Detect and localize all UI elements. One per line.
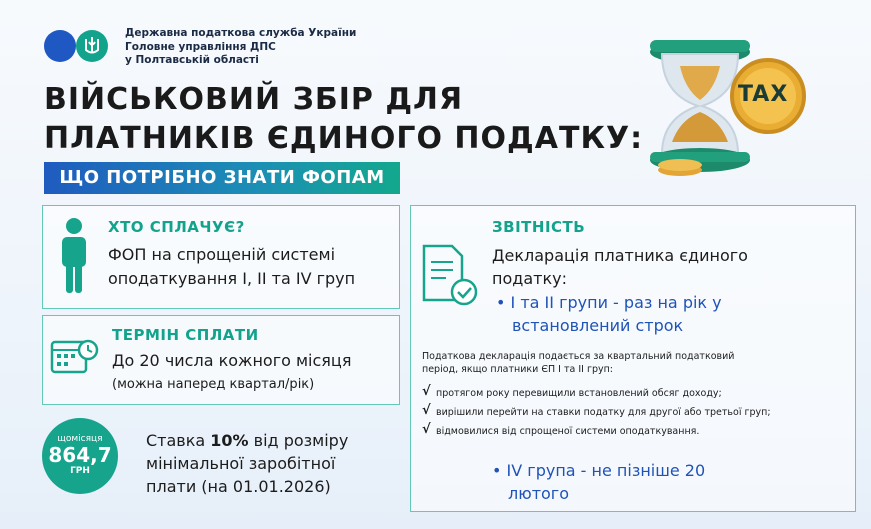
monthly-currency: ГРН — [70, 466, 90, 476]
note-line-1: Податкова декларація подається за квартальний податковий — [422, 351, 735, 362]
title-line-2: ПЛАТНИКІВ ЄДИНОГО ПОДАТКУ: — [44, 121, 644, 156]
declaration-line-1: Декларація платника єдиного — [492, 246, 748, 265]
document-check-icon — [420, 244, 480, 310]
rate-prefix: Ставка — [146, 431, 211, 450]
group-4-line-1: IV група - не пізніше 20 — [506, 461, 706, 480]
group-1-2-item: • І та ІІ групи - раз на рік у — [496, 293, 722, 312]
monthly-amount-badge — [42, 418, 118, 494]
person-icon — [58, 217, 90, 297]
rate-percent: 10% — [210, 431, 249, 450]
declaration-line-2: податку: — [492, 269, 567, 288]
org-department: Головне управління ДПС — [125, 41, 276, 53]
deadline-line-2: (можна наперед квартал/рік) — [112, 377, 315, 392]
rate-line-1 — [146, 430, 348, 452]
rate-line-2: мінімальної заробітної — [146, 454, 336, 473]
group-4-line-2: лютого — [508, 484, 569, 503]
hourglass-tax-illustration — [640, 14, 820, 184]
group-1-2-line-2: встановлений строк — [512, 316, 684, 335]
monthly-amount: 864,7 — [48, 443, 112, 467]
tax-badge-label: TAX — [738, 82, 789, 107]
check-item-1: протягом року перевищили встановлений обсяг доходу; — [436, 388, 722, 399]
logo-trident-icon — [76, 30, 108, 62]
who-pays-heading: ХТО СПЛАЧУЄ? — [108, 218, 245, 236]
rate-line-3: плати (на 01.01.2026) — [146, 477, 331, 496]
subtitle-banner: ЩО ПОТРІБНО ЗНАТИ ФОПАМ — [44, 162, 400, 194]
group-4-item: • IV група - не пізніше 20 — [492, 461, 706, 480]
reporting-heading: ЗВІТНІСТЬ — [492, 218, 586, 236]
deadline-line-1: До 20 числа кожного місяця — [112, 351, 352, 370]
rate-rest: від розміру — [248, 431, 349, 450]
check-icon: √ — [422, 403, 431, 418]
who-pays-line-1: ФОП на спрощеній системі — [108, 245, 336, 264]
check-icon: √ — [422, 384, 431, 399]
org-region: у Полтавській області — [125, 54, 259, 66]
group-1-2-line-1: І та ІІ групи - раз на рік у — [510, 293, 722, 312]
title-line-1: ВІЙСЬКОВИЙ ЗБІР ДЛЯ — [44, 82, 464, 117]
deadline-heading: ТЕРМІН СПЛАТИ — [112, 326, 259, 344]
check-item-2: вирішили перейти на ставки податку для другої або третьої груп; — [436, 407, 771, 418]
monthly-label: щомісяця — [57, 434, 103, 444]
trident-icon — [76, 30, 108, 62]
check-icon: √ — [422, 422, 431, 437]
who-pays-line-2: оподаткування І, ІІ та IV груп — [108, 269, 356, 288]
check-item-3: відмовилися від спрощеної системи оподаткування. — [436, 426, 700, 437]
logo-blue-circle — [44, 30, 76, 62]
org-name: Державна податкова служба України — [125, 27, 357, 39]
calendar-clock-icon — [50, 338, 100, 380]
note-line-2: період, якщо платники ЄП І та ІІ груп: — [422, 364, 614, 375]
